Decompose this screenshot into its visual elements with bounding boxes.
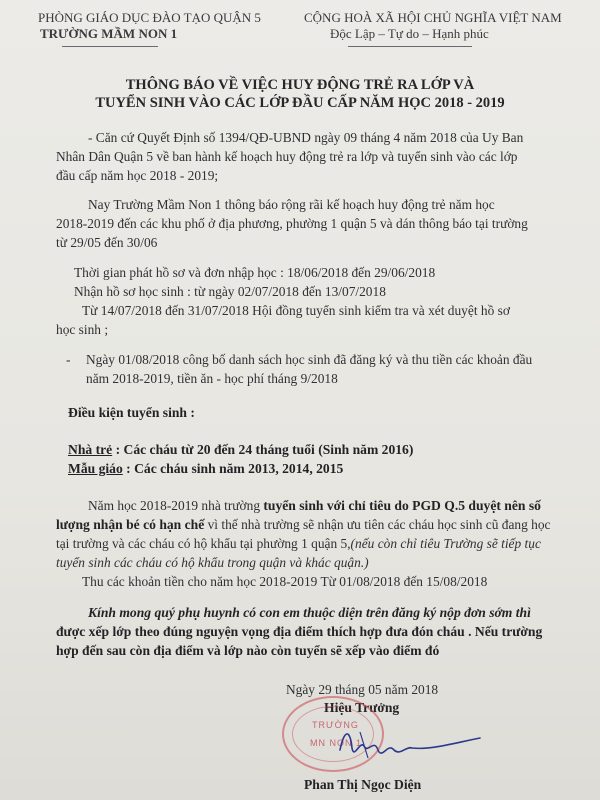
- header-republic: CỘNG HOÀ XÃ HỘI CHỦ NGHĨA VIỆT NAM: [304, 10, 562, 25]
- fees-line: Thu các khoản tiền cho năm học 2018-2019 Từ 01/08/2018 đến 15/08/2018: [82, 574, 488, 589]
- para3-line1-a: Năm học 2018-2019 nhà trường: [88, 498, 264, 513]
- para2-line1: Nay Trường Mầm Non 1 thông báo rộng rãi kế hoạch huy động trẻ năm học: [88, 197, 495, 212]
- bullet-dash: -: [66, 352, 71, 367]
- para1-line1: - Căn cứ Quyết Định số 1394/QĐ-UBND ngày 09 tháng 4 năm 2018 của Uy Ban: [88, 130, 524, 145]
- header-left-rule: [62, 46, 158, 47]
- para3-line1-b: tuyển sinh với chỉ tiêu do PGD Q.5 duyệt nên số: [263, 498, 541, 513]
- nursery-text: : Các cháu từ 20 đến 24 tháng tuổi (Sinh năm 2016): [112, 442, 414, 457]
- condition-kindergarten: [68, 459, 343, 478]
- closing-line1: Kính mong quý phụ huynh có con em thuộc diện trên đăng ký nộp đơn sớm thì: [88, 605, 531, 620]
- para3-line1: [88, 496, 541, 515]
- stamp-top-text: TRƯỜNG: [312, 720, 359, 730]
- signature-date: Ngày 29 tháng 05 năm 2018: [286, 682, 439, 697]
- para2-line3: từ 29/05 đến 30/06: [56, 235, 158, 250]
- schedule-receive: Nhận hồ sơ học sinh : từ ngày 02/07/2018 đến 13/07/2018: [74, 284, 386, 299]
- kindergarten-text: : Các cháu sinh năm 2013, 2014, 2015: [122, 461, 344, 476]
- notice-title-line1: THÔNG BÁO VỀ VIỆC HUY ĐỘNG TRẺ RA LỚP VÀ: [125, 77, 475, 93]
- nursery-label: Nhà trẻ: [68, 442, 113, 457]
- signature-role: Hiệu Trưởng: [324, 700, 400, 715]
- header-right-rule: [348, 46, 472, 47]
- closing-line3: hợp đến sau còn địa điểm và lớp nào còn tuyển sẽ xếp vào điểm đó: [56, 643, 440, 658]
- signature-name: Phan Thị Ngọc Diện: [304, 777, 422, 792]
- bullet-line1: Ngày 01/08/2018 công bố danh sách học sinh đã đăng ký và thu tiền các khoản đầu: [86, 352, 533, 367]
- para3-line3-a: tại trường và các cháu có hộ khẩu tại phường 1 quận 5,: [56, 536, 351, 551]
- para1-line3: đầu cấp năm học 2018 - 2019;: [56, 168, 219, 183]
- header-school: TRƯỜNG MẦM NON 1: [40, 26, 178, 41]
- para3-line3-b: (nếu còn chỉ tiêu Trường sẽ tiếp tục: [350, 536, 541, 551]
- schedule-review-line2: học sinh ;: [56, 322, 109, 337]
- notice-title-line2: TUYỂN SINH VÀO CÁC LỚP ĐẦU CẤP NĂM HỌC 2018 - 2019: [95, 95, 505, 111]
- header-motto: Độc Lập – Tự do – Hạnh phúc: [330, 26, 489, 41]
- para3-line3: [56, 534, 541, 553]
- para3-line2-a: lượng nhận bé có hạn chế: [56, 517, 205, 532]
- conditions-heading: Điều kiện tuyển sinh :: [68, 405, 195, 420]
- para3-line2-b: vì thế nhà trường sẽ nhận ưu tiên các cháu học sinh cũ đang học: [204, 517, 551, 532]
- bullet-line2: năm 2018-2019, tiền ăn - học phí tháng 9/2018: [86, 371, 338, 386]
- header-department: PHÒNG GIÁO DỤC ĐÀO TẠO QUẬN 5: [38, 10, 261, 25]
- schedule-review-line1: Từ 14/07/2018 đến 31/07/2018 Hội đồng tuyển sinh kiểm tra và xét duyệt hồ sơ: [82, 303, 510, 318]
- para1-line2: Nhân Dân Quận 5 về ban hành kế hoạch huy động trẻ ra lớp và tuyển sinh vào các lớp: [56, 149, 518, 164]
- closing-line2: được xếp lớp theo đúng nguyện vọng địa điểm thích hợp đưa đón cháu . Nếu trường: [56, 624, 543, 639]
- schedule-distribute: Thời gian phát hồ sơ và đơn nhập học : 18/06/2018 đến 29/06/2018: [74, 265, 436, 280]
- handwritten-signature: [330, 720, 490, 770]
- kindergarten-label: Mẫu giáo: [68, 461, 123, 476]
- para3-line4: tuyển sinh các cháu có hộ khẩu trong quận và khác quận.): [56, 555, 369, 570]
- condition-nursery: [68, 440, 413, 459]
- para3-line2: [56, 515, 550, 534]
- stamp-mid-text: MN NON 1: [310, 738, 363, 748]
- para2-line2: 2018-2019 đến các khu phố ở địa phương, phường 1 quận 5 và dán thông báo tại trường: [56, 216, 528, 231]
